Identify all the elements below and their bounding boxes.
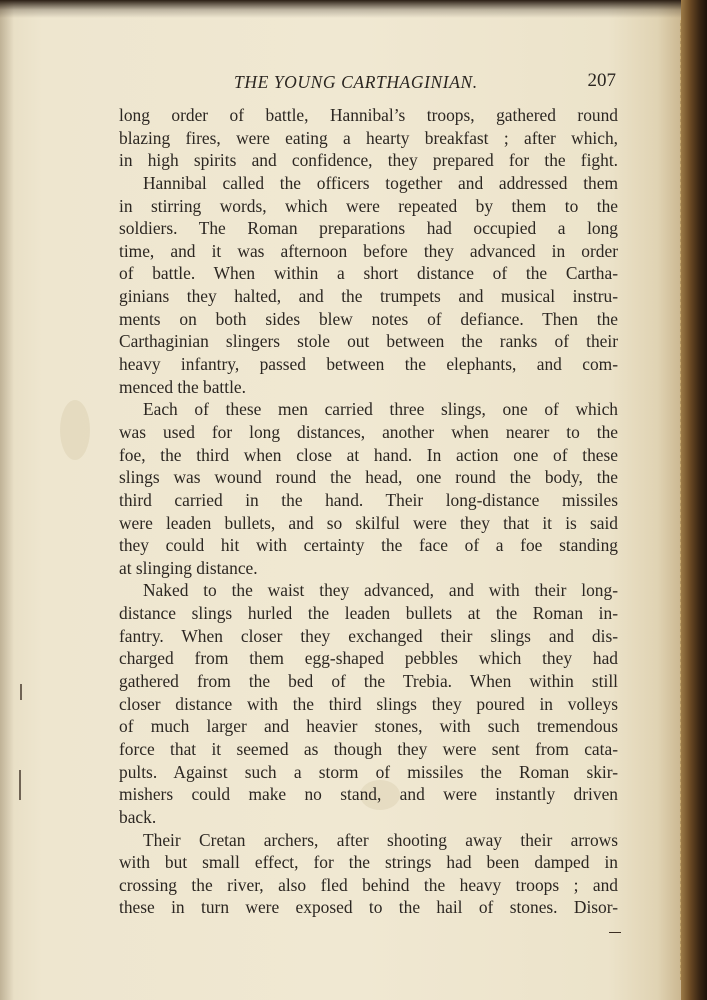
corner-mark	[609, 932, 621, 933]
text-line: closer distance with the third slings they poured in volleys	[119, 693, 618, 714]
text-line: long order of battle, Hannibal’s troops, gathered round	[119, 105, 618, 125]
text-line: were leaden bullets, and so skilful were they that it is said	[119, 512, 618, 533]
text-line: fantry. When closer they exchanged their slings and dis-	[119, 625, 618, 646]
text-line: menced the battle.	[119, 376, 246, 397]
running-header	[118, 68, 620, 98]
text-line: back.	[119, 806, 157, 827]
paper-stain	[60, 400, 90, 460]
text-line: crossing the river, also fled behind the heavy troops ; and	[119, 874, 618, 895]
text-line: mishers could make no stand, and were instantly driven	[119, 784, 618, 805]
running-title: THE YOUNG CARTHAGINIAN.	[234, 72, 478, 92]
text-line: force that it seemed as though they were sent from cata-	[119, 738, 618, 759]
text-line: of battle. When within a short distance of the Cartha-	[119, 263, 618, 284]
text-line: these in turn were exposed to the hail of stones. Disor-	[119, 897, 618, 918]
text-line: heavy infantry, passed between the elephants, and com-	[119, 354, 618, 375]
text-line: distance slings hurled the leaden bullets at the Roman in-	[119, 603, 618, 624]
margin-mark	[20, 684, 22, 700]
text-line: in high spirits and confidence, they prepared for the fight.	[119, 150, 618, 171]
text-line: Their Cretan archers, after shooting away their arrows	[143, 829, 618, 850]
text-line: ginians they halted, and the trumpets and musical instru-	[119, 286, 618, 307]
text-line: third carried in the hand. Their long-distance missiles	[119, 489, 618, 510]
text-line: Naked to the waist they advanced, and with their long-	[143, 580, 618, 601]
text-line: slings was wound round the head, one round the body, the	[119, 467, 618, 488]
text-line: foe, the third when close at hand. In action one of these	[119, 444, 618, 465]
text-line: ments on both sides blew notes of defiance. Then the	[119, 308, 618, 329]
page-number: 207	[587, 70, 616, 91]
text-line: gathered from the bed of the Trebia. When within still	[119, 671, 618, 692]
page-top-shadow	[0, 0, 707, 18]
text-line: charged from them egg-shaped pebbles which they had	[119, 648, 618, 669]
book-spine	[681, 0, 707, 1000]
text-line: Hannibal called the officers together and addressed them	[143, 172, 618, 193]
text-line: pults. Against such a storm of missiles the Roman skir-	[119, 761, 618, 782]
text-line: Each of these men carried three slings, one of which	[143, 399, 618, 420]
body-text	[119, 104, 618, 919]
page-gutter-shade	[0, 0, 14, 1000]
text-line: in stirring words, which were repeated by them to the	[119, 195, 618, 216]
margin-mark	[19, 770, 21, 800]
text-line: blazing fires, were eating a hearty breakfast ; after which,	[119, 127, 618, 148]
text-line: Carthaginian slingers stole out between the ranks of their	[119, 331, 618, 352]
text-line: of much larger and heavier stones, with such tremendous	[119, 716, 618, 737]
text-line: was used for long distances, another when nearer to the	[119, 421, 618, 442]
text-line: with but small effect, for the strings had been damped in	[119, 852, 618, 873]
text-line: at slinging distance.	[119, 557, 258, 578]
text-line: they could hit with certainty the face of a foe standing	[119, 535, 618, 556]
text-line: time, and it was afternoon before they advanced in order	[119, 240, 618, 261]
text-line: soldiers. The Roman preparations had occupied a long	[119, 218, 618, 239]
